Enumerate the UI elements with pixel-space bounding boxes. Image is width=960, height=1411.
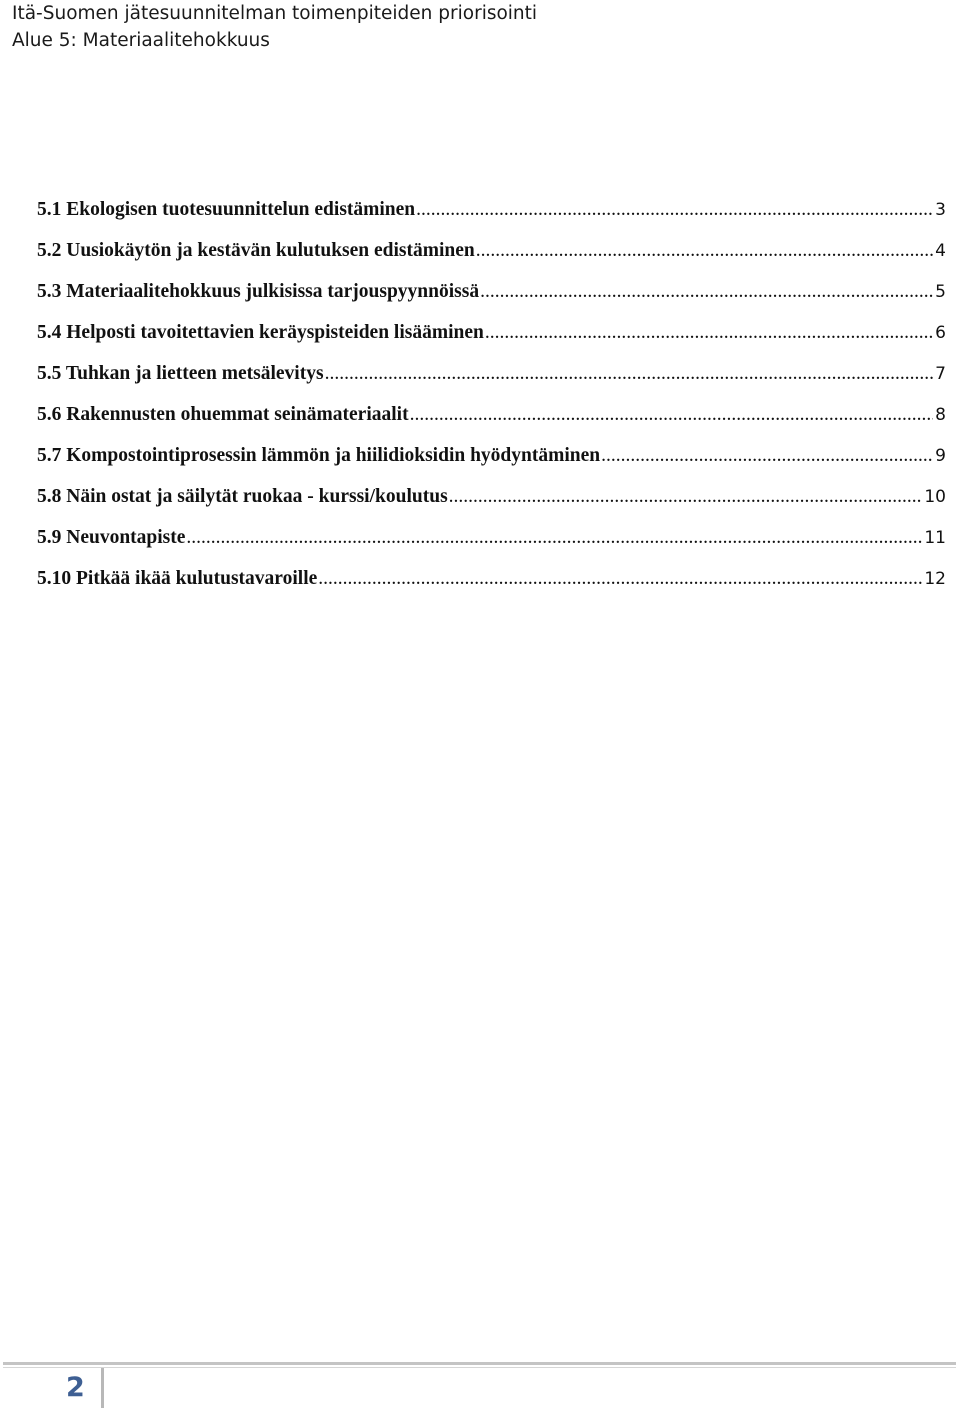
toc-entry-title: 5.9 Neuvontapiste — [37, 527, 186, 548]
toc-entry-page: 9 — [935, 446, 946, 466]
toc-entry-title: 5.5 Tuhkan ja lietteen metsälevitys — [37, 363, 324, 384]
toc-entry-page: 12 — [924, 569, 946, 589]
toc-entry-title: 5.1 Ekologisen tuotesuunnittelun edistäminen — [37, 199, 416, 220]
toc-entry[interactable] — [37, 196, 946, 237]
toc-entry-page: 7 — [935, 364, 946, 384]
toc-entry-page: 4 — [935, 241, 946, 261]
toc-entry-title: 5.4 Helposti tavoitettavien keräyspisteiden lisääminen — [37, 322, 484, 343]
toc-dot-leader — [410, 401, 934, 429]
toc-entry-page: 11 — [924, 528, 946, 548]
toc-entry[interactable] — [37, 565, 946, 606]
toc-dot-leader — [416, 196, 933, 224]
toc-dot-leader — [186, 524, 922, 552]
toc-dot-leader — [476, 237, 933, 265]
footer-divider-shadow — [3, 1367, 956, 1368]
toc-entry-title: 5.8 Näin ostat ja säilytät ruokaa - kurssi/koulutus — [37, 486, 448, 507]
toc-entry-title: 5.7 Kompostointiprosessin lämmön ja hiilidioksidin hyödyntäminen — [37, 445, 601, 466]
toc-entry[interactable] — [37, 319, 946, 360]
toc-entry-page: 3 — [935, 200, 946, 220]
header-subtitle: Alue 5: Materiaalitehokkuus — [12, 30, 270, 51]
toc-entry[interactable] — [37, 483, 946, 524]
toc-entry[interactable] — [37, 237, 946, 278]
footer-divider — [3, 1362, 956, 1365]
page-number: 2 — [66, 1372, 85, 1403]
toc-entry[interactable] — [37, 401, 946, 442]
toc-dot-leader — [485, 319, 933, 347]
toc-dot-leader — [449, 483, 923, 511]
page-header — [12, 0, 537, 54]
toc-entry-title: 5.2 Uusiokäytön ja kestävän kulutuksen edistäminen — [37, 240, 475, 261]
toc-entry-title: 5.3 Materiaalitehokkuus julkisissa tarjouspyynnöissä — [37, 281, 480, 302]
toc-dot-leader — [480, 278, 933, 306]
toc-entry-page: 8 — [935, 405, 946, 425]
toc-entry-page: 10 — [924, 487, 946, 507]
header-title: Itä-Suomen jätesuunnitelman toimenpiteiden priorisointi — [12, 3, 538, 24]
toc-dot-leader — [601, 442, 933, 470]
table-of-contents — [37, 196, 946, 606]
toc-entry-page: 5 — [935, 282, 946, 302]
toc-entry[interactable] — [37, 442, 946, 483]
toc-entry-page: 6 — [935, 323, 946, 343]
toc-entry[interactable] — [37, 360, 946, 401]
toc-entry-title: 5.10 Pitkää ikää kulutustavaroille — [37, 568, 318, 589]
toc-entry[interactable] — [37, 524, 946, 565]
toc-entry-title: 5.6 Rakennusten ohuemmat seinämateriaalit — [37, 404, 409, 425]
page-number-separator — [101, 1368, 104, 1408]
toc-dot-leader — [318, 565, 922, 593]
toc-entry[interactable] — [37, 278, 946, 319]
toc-dot-leader — [325, 360, 934, 388]
